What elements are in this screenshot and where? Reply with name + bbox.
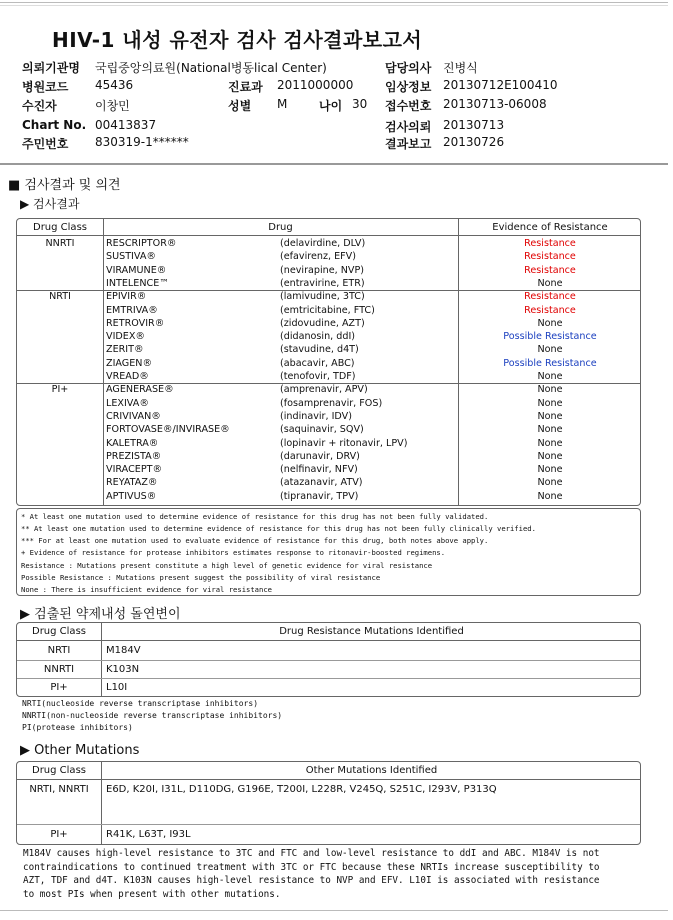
table-row	[17, 357, 641, 370]
resistance-evidence: Resistance	[524, 304, 576, 316]
drug-class-cell: PI+	[50, 829, 68, 840]
resident-no-label: 주민번호	[22, 137, 69, 151]
table-row	[17, 330, 641, 343]
drug-generic-name: (saquinavir, SQV)	[280, 424, 364, 436]
drug-brand-name: AGENERASE®	[106, 384, 174, 396]
test-request-label: 검사의뢰	[385, 120, 432, 134]
drug-class-cell: NRTI, NNRTI	[29, 784, 89, 795]
table-row	[17, 490, 641, 503]
drug-generic-name: (tipranavir, TPV)	[280, 490, 359, 502]
drug-generic-name: (amprenavir, APV)	[280, 384, 368, 396]
resistance-evidence: Possible Resistance	[503, 331, 597, 343]
resistance-evidence: None	[537, 477, 563, 489]
section-results-title: ■ 검사결과 및 의견	[8, 178, 121, 193]
drug-generic-name: (fosamprenavir, FOS)	[280, 397, 383, 409]
drug-brand-name: EPIVIR®	[106, 291, 147, 303]
table-row	[17, 343, 641, 356]
drug-brand-name: PREZISTA®	[106, 450, 162, 462]
hospital-code: 45436	[95, 78, 134, 92]
drug-brand-name: ZIAGEN®	[106, 357, 153, 369]
drug-class-label: PI+	[51, 384, 69, 396]
table-row	[17, 678, 641, 696]
drug-brand-name: APTIVUS®	[106, 490, 157, 502]
result-report-label: 결과보고	[385, 137, 432, 151]
col-drug-class: Drug Class	[17, 219, 103, 236]
table-row	[17, 304, 641, 317]
table-row	[17, 450, 641, 463]
col-other-mutations: Other Mutations Identified	[101, 762, 641, 780]
resistance-evidence: None	[537, 277, 563, 289]
patient-label: 수진자	[22, 99, 57, 113]
note-line: + Evidence of resistance for protease inhibitors estimates response to ritonavir-boosted regimens.	[21, 548, 446, 557]
resident-no: 830319-1******	[95, 135, 189, 149]
mutation-cell: M184V	[106, 645, 141, 656]
resistance-evidence: None	[537, 490, 563, 502]
abbreviation-nnrti: NNRTI(non-nucleoside reverse transcriptase inhibitors)	[22, 711, 283, 720]
drug-brand-name: ZERIT®	[106, 344, 144, 356]
top-rule	[0, 2, 668, 6]
col-drug-class: Drug Class	[17, 762, 101, 780]
table-row	[17, 437, 641, 450]
drug-brand-name: RESCRIPTOR®	[106, 238, 177, 249]
receipt-no: 20130713-06008	[443, 97, 547, 111]
drug-class-label: NRTI	[49, 291, 71, 303]
chart-no: 00413837	[95, 118, 157, 132]
comment-line: contraindications to continued treatment with 3TC or FTC because these NRTIs increase susceptibility to	[23, 861, 600, 873]
resistance-evidence: None	[537, 317, 563, 329]
other-mutations-table	[16, 761, 641, 845]
resistance-evidence: None	[537, 410, 563, 422]
resistance-evidence: Resistance	[524, 238, 576, 249]
resistance-evidence: None	[537, 371, 563, 382]
drug-brand-name: EMTRIVA®	[106, 304, 158, 316]
resistance-evidence: Resistance	[524, 264, 576, 276]
drug-resistance-table	[16, 218, 641, 506]
drug-generic-name: (didanosin, ddI)	[280, 331, 356, 343]
header-divider	[0, 163, 668, 165]
resistance-evidence: None	[537, 464, 563, 476]
table-row	[17, 250, 641, 263]
sex-label: 성별	[228, 99, 252, 113]
clinical-info: 20130712E100410	[443, 78, 558, 92]
drug-brand-name: VREAD®	[106, 371, 149, 382]
drug-brand-name: REYATAZ®	[106, 477, 158, 489]
table-row	[17, 383, 641, 396]
table-row	[17, 317, 641, 330]
page-title: HIV-1 내성 유전자 검사 검사결과보고서	[52, 28, 423, 52]
table-row	[17, 463, 641, 476]
note-line: * At least one mutation used to determine evidence of resistance for this drug has not been fully validated.	[21, 512, 489, 521]
table-row	[17, 660, 641, 678]
drug-generic-name: (delavirdine, DLV)	[280, 238, 366, 249]
table-row	[17, 824, 641, 845]
drug-generic-name: (zidovudine, AZT)	[280, 317, 365, 329]
section-mutations-title: ▶ 검출된 약제내성 돌연변이	[20, 607, 181, 622]
table-row	[17, 237, 641, 250]
abbreviation-nrti: NRTI(nucleoside reverse transcriptase inhibitors)	[22, 699, 259, 708]
age-label: 나이	[319, 99, 343, 113]
note-line: Resistance : Mutations present constitute a high level of genetic evidence for viral resistance	[21, 561, 433, 570]
resistance-evidence: None	[537, 450, 563, 462]
bottom-rule	[0, 910, 668, 911]
drug-generic-name: (abacavir, ABC)	[280, 357, 355, 369]
sex: M	[277, 97, 288, 111]
drug-class-cell: NRTI	[47, 645, 71, 656]
drug-brand-name: VIDEX®	[106, 331, 146, 343]
test-request-date: 20130713	[443, 118, 505, 132]
table-row	[17, 642, 641, 660]
mutations-cell: R41K, L63T, I93L	[106, 829, 191, 840]
receipt-no-label: 접수번호	[385, 99, 432, 113]
drug-class-cell: NNRTI	[43, 664, 75, 675]
drug-brand-name: FORTOVASE®/INVIRASE®	[106, 424, 230, 436]
drug-generic-name: (emtricitabine, FTC)	[280, 304, 375, 316]
resistance-evidence: None	[537, 437, 563, 449]
result-report-date: 20130726	[443, 135, 505, 149]
comment-line: AZT, TDF and d4T. K103N causes high-level resistance to NVP and EFV. L10I is associated with resistance	[23, 875, 600, 886]
clinical-info-label: 임상정보	[385, 80, 432, 94]
note-line: Possible Resistance : Mutations present suggest the possibility of viral resistance	[21, 573, 381, 582]
col-drug-class: Drug Class	[17, 623, 101, 641]
drug-brand-name: VIRACEPT®	[106, 464, 163, 476]
mutation-table	[16, 622, 641, 697]
drug-generic-name: (nelfinavir, NFV)	[280, 464, 358, 476]
col-evidence: Evidence of Resistance	[458, 219, 641, 236]
drug-brand-name: SUSTIVA®	[106, 251, 156, 263]
patient-name: 이창민	[95, 99, 130, 113]
table-row	[17, 277, 641, 290]
notes-box	[16, 508, 641, 596]
drug-generic-name: (nevirapine, NVP)	[280, 264, 364, 276]
drug-brand-name: RETROVIR®	[106, 317, 165, 329]
table-row	[17, 476, 641, 489]
drug-generic-name: (entravirine, ETR)	[280, 277, 365, 289]
col-mutations: Drug Resistance Mutations Identified	[101, 623, 641, 641]
table-row	[17, 370, 641, 383]
comment-line: M184V causes high-level resistance to 3TC and FTC and low-level resistance to ddI and ABC. M184V is not	[23, 848, 600, 859]
note-line: ** At least one mutation used to determine evidence of resistance for this drug has not been fully clinically verified.	[21, 524, 536, 533]
drug-generic-name: (stavudine, d4T)	[280, 344, 359, 356]
resistance-evidence: Resistance	[524, 251, 576, 263]
drug-generic-name: (tenofovir, TDF)	[280, 371, 356, 382]
resistance-evidence: None	[537, 424, 563, 436]
mutation-cell: L10I	[106, 682, 128, 693]
abbreviation-pi: PI(protease inhibitors)	[22, 723, 133, 732]
note-line: None : There is insufficient evidence for viral resistance	[21, 585, 272, 594]
table-row	[17, 423, 641, 436]
drug-brand-name: LEXIVA®	[106, 397, 149, 409]
table-row	[17, 397, 641, 410]
drug-generic-name: (indinavir, IDV)	[280, 410, 352, 422]
department-label: 진료과	[228, 80, 263, 94]
drug-generic-name: (lamivudine, 3TC)	[280, 291, 365, 303]
age: 30	[352, 97, 368, 111]
requesting-institution-label: 의뢰기관명	[22, 61, 80, 75]
section-other-title: ▶ Other Mutations	[20, 743, 140, 758]
department: 2011000000	[277, 78, 354, 92]
note-line: *** For at least one mutation used to evaluate evidence of resistance for this drug, both notes above apply.	[21, 536, 489, 545]
table-row	[17, 264, 641, 277]
hospital-code-label: 병원코드	[22, 80, 69, 94]
drug-brand-name: INTELENCE™	[106, 277, 169, 289]
drug-generic-name: (darunavir, DRV)	[280, 450, 360, 462]
table-row	[17, 780, 641, 824]
table-row	[17, 410, 641, 423]
drug-generic-name: (efavirenz, EFV)	[280, 251, 356, 263]
table-row	[17, 290, 641, 303]
drug-generic-name: (atazanavir, ATV)	[280, 477, 363, 489]
drug-brand-name: CRIVIVAN®	[106, 410, 161, 422]
drug-brand-name: VIRAMUNE®	[106, 264, 167, 276]
chart-no-label: Chart No.	[22, 118, 87, 132]
comment-line: to most PIs when present with other mutations.	[23, 888, 281, 900]
drug-class-label: NNRTI	[45, 238, 75, 249]
resistance-evidence: None	[537, 344, 563, 356]
resistance-evidence: Resistance	[524, 291, 576, 303]
physician: 진병식	[443, 61, 478, 75]
resistance-evidence: None	[537, 384, 563, 396]
requesting-institution: 국립중앙의료원(National병동lical Center)	[95, 61, 327, 75]
drug-generic-name: (lopinavir + ritonavir, LPV)	[280, 437, 408, 449]
resistance-evidence: Possible Resistance	[503, 357, 597, 369]
subsection-results-title: ▶ 검사결과	[20, 197, 80, 211]
mutation-cell: K103N	[106, 664, 140, 675]
col-drug: Drug	[103, 219, 458, 236]
drug-brand-name: KALETRA®	[106, 437, 159, 449]
physician-label: 담당의사	[385, 61, 432, 75]
mutations-cell: E6D, K20I, I31L, D110DG, G196E, T200I, L228R, V245Q, S251C, I293V, P313Q	[106, 784, 497, 795]
resistance-evidence: None	[537, 397, 563, 409]
drug-class-cell: PI+	[50, 682, 68, 693]
interpretation-comment	[23, 847, 633, 901]
